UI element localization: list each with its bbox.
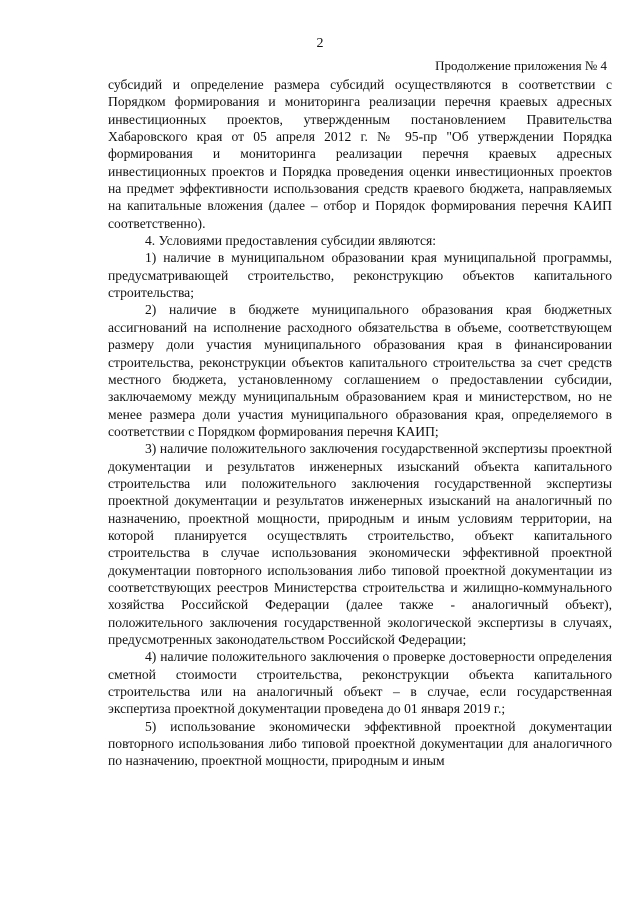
paragraph-item-3: 3) наличие положительного заключения государственной экспертизы проектной документации и результатов инженерных изысканий объекта капитального строительства или положительного заключения государственной экспертизы проектной документации и результатов инженерных изысканий на аналогичный по назначению, проектной мощности, природным и иным условиям территории, на которой планируется осуществлять строительство, объект капитального строительства в случае использования экономически эффективной проектной документации повторного использования либо типовой проектной документации из соответствующих реестров Министерства строительства и жилищно-коммунального хозяйства Российской Федерации (далее также - аналогичный объект), положительного заключения государственной экологической экспертизы в случаях, предусмотренных законодательством Российской Федерации; xyxy=(108,441,612,647)
page-number: 2 xyxy=(316,36,324,51)
paragraph-item-1: 1) наличие в муниципальном образовании края муниципальной программы, предусматривающей строительство, реконструкцию объектов капитального строительства; xyxy=(108,250,612,301)
paragraph-item-2: 2) наличие в бюджете муниципального образования края бюджетных ассигнований на исполнение расходного обязательства в объеме, соответствующем размеру доли участия муниципального образования края в финансировании строительства, реконструкции объектов капитального строительства за счет средств местного бюджета, установленному соглашением о предоставлении субсидии, заключаемому между муниципальным образованием края и министерством, но не менее размера доли участия муниципального образования края, определяемого в соответствии с Порядком формирования перечня КАИП; xyxy=(108,302,612,439)
paragraph-item-5: 5) использование экономически эффективной проектной документации повторного использования либо типовой проектной документации для аналогичного по назначению, проектной мощности, природным и иным xyxy=(108,718,612,769)
appendix-continuation-note: Продолжение приложения № 4 xyxy=(435,58,607,73)
paragraph-clause-4: 4. Условиями предоставления субсидии являются: xyxy=(145,233,437,249)
document-body xyxy=(108,76,612,770)
paragraph-continuation: субсидий и определение размера субсидий осуществляются в соответствии с Порядком формирования и мониторинга реализации перечня краевых адресных инвестиционных проектов, утвержденным постановлением Правительства Хабаровского края от 05 апреля 2012 г. № 95-пр "Об утверждении Порядка формирования и мониторинга реализации перечня краевых адресных инвестиционных проектов и Порядка проведения оценки инвестиционных проектов на предмет эффективности использования средств краевого бюджета, направляемых на капитальные вложения (далее – отбор и Порядок формирования перечня КАИП соответственно). xyxy=(108,77,612,231)
paragraph-item-4: 4) наличие положительного заключения о проверке достоверности определения сметной стоимости строительства, реконструкции объекта капитального строительства или на аналогичный объект – в случае, если государственная экспертиза проектной документации проведена до 01 января 2019 г.; xyxy=(108,649,612,717)
